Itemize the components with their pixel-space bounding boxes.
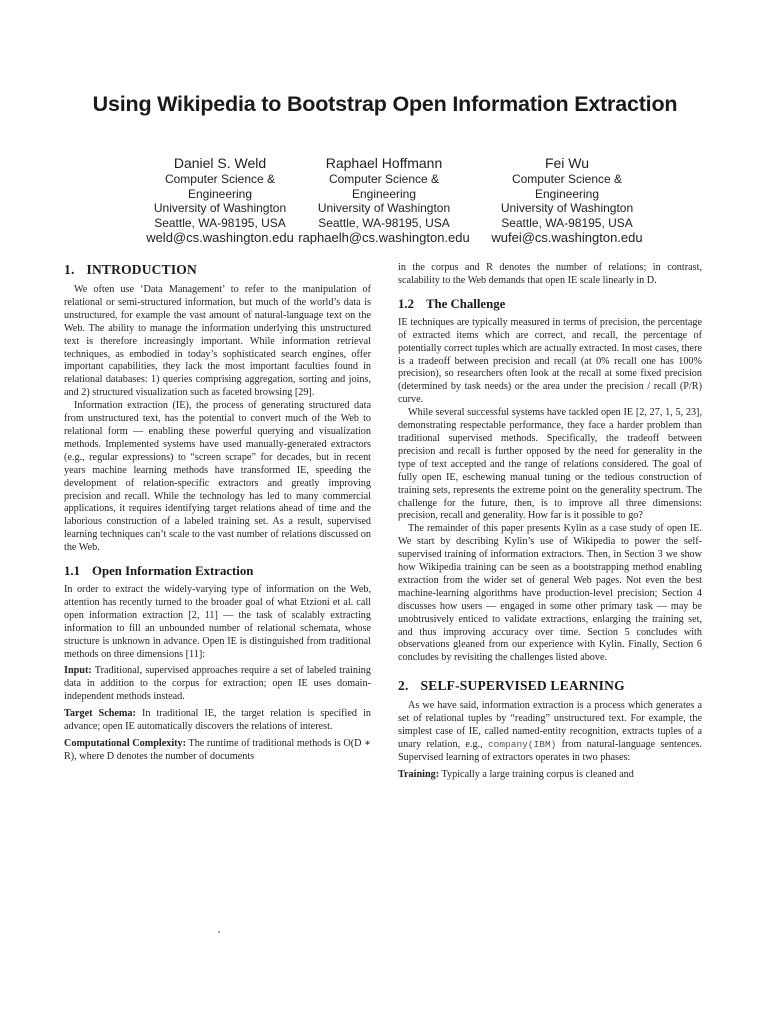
paragraph: The remainder of this paper presents Kylin as a case study of open IE. We start by describing Kylin’s use of Wikipedia to power the self-supervised training of information extractors. Then, in Section 3 we show how Wikipedia training can be seen as a bootstrapping method enabling extraction from the wider set of general Web pages. Not even the best machine-learning algorithms have production-level precision; Section 4 discusses how users — engaged in some other primary task — may be unobtrusively enticed to validate extractions, enlarging the training set, and thus improving accuracy over time. Section 5 concludes with observations gleaned from our experience with Kylin. Finally, Section 6 concludes by revisiting the challenges listed above. bbox=[398, 523, 702, 664]
scan-speck bbox=[218, 931, 220, 933]
paragraph: We often use ‘Data Management’ to refer to the manipulation of relational or semi-structured information, but much of the world’s data is unstructured, for example the vast amount of natural-language text on the Web. The ability to manage the information underlying this unstructured text is therefore increasingly important. While information retrieval techniques, as embodied in today’s sophisticated search engines, offer important capabilities, they lack the most important faculties found in relational databases: 1) queries comprising aggregation, sorting and joins, and 2) structured visualization such as faceted browsing [29]. bbox=[64, 284, 371, 399]
author-dept: Computer Science & bbox=[511, 172, 623, 186]
definition-text: In traditional IE, the target relation is specified in advance; open IE automatically discovers the relations of interest. bbox=[64, 708, 371, 733]
paragraph: IE techniques are typically measured in terms of precision, the percentage of extracted items which are correct, and recall, the percentage of potentially correct tuples which are actually extracted. In most cases, there is a tradeoff between precision and recall (at 0% recall one has 100% precision), so researchers often look at the recall at some fixed precision (determined by task needs) or the area under the precision / recall (P/R) curve. bbox=[398, 316, 702, 406]
author-dept: Computer Science & bbox=[164, 172, 276, 186]
definition-complexity bbox=[64, 738, 371, 764]
section-number: 1. bbox=[64, 262, 75, 277]
author-dept: Computer Science & bbox=[328, 172, 440, 186]
section-number: 1.2 bbox=[398, 296, 414, 311]
left-column bbox=[64, 262, 371, 764]
definition-text: Typically a large training corpus is cleaned and bbox=[441, 768, 634, 780]
section-title: INTRODUCTION bbox=[86, 262, 197, 277]
paragraph-continued: in the corpus and R denotes the number of relations; in contrast, scalability to the Web demands that open IE scale linearly in D. bbox=[398, 262, 702, 286]
definition-text: Traditional, supervised approaches require a set of labeled training data in addition to the corpus for extraction; open IE uses domain-independent methods instead. bbox=[64, 665, 371, 703]
paragraph: While several successful systems have tackled open IE [2, 27, 1, 5, 23], demonstrating respectable performance, they face a harder problem than traditional supervised methods. Specifically, the tradeoff between precision and recall is further opposed by the need for generality in the type of text accepted and the range of relations considered. The goal of fully open IE, eschewing manual tuning or the tedious construction of training sets, represents the extreme point on the generality spectrum. The challenge for the future, then, is to improve all three dimensions: precision, recall and generality. How far is it possible to go? bbox=[398, 407, 702, 522]
author-email: wufei@cs.washington.edu bbox=[491, 230, 643, 245]
section-heading-self-supervised-learning bbox=[398, 678, 702, 694]
subsection-heading-open-ie bbox=[64, 564, 371, 579]
author-email: weld@cs.washington.edu bbox=[146, 230, 294, 245]
author-dept: Engineering bbox=[534, 186, 600, 201]
section-number: 2. bbox=[398, 678, 409, 694]
section-title: Open Information Extraction bbox=[92, 564, 254, 579]
author-university: University of Washington bbox=[500, 201, 634, 215]
paper-title: Using Wikipedia to Bootstrap Open Information Extraction bbox=[92, 92, 678, 116]
author-block bbox=[284, 154, 484, 246]
section-title: SELF-SUPERVISED LEARNING bbox=[420, 678, 625, 694]
author-university: University of Washington bbox=[317, 201, 451, 215]
definition-input bbox=[64, 665, 371, 704]
section-heading-introduction bbox=[64, 262, 371, 278]
definition-label: Input: bbox=[64, 665, 92, 677]
definition-target-schema bbox=[64, 708, 371, 734]
author-name: Fei Wu bbox=[544, 155, 590, 171]
definition-label: Computational Complexity: bbox=[64, 738, 187, 749]
section-number: 1.1 bbox=[64, 564, 80, 579]
paragraph: Information extraction (IE), the process of generating structured data from unstructured text, has the potential to convert much of the Web to relational form — enabling these powerful querying and visualization methods. Implemented systems have used manually-generated extractors (e.g., regular expressions) to “screen scrape” for decades, but in recent years machine learning methods have transformed IE, speeding the development of relation-specific extractors and greatly improving precision and recall. While the technology has led to many commercial applications, it requires identifying target relations ahead of time and the laborious construction of a labeled training set. As a result, supervised learning techniques can’t scale to the vast number of relations discussed on the Web. bbox=[64, 400, 371, 554]
paragraph: In order to extract the widely-varying type of information on the Web, attention has recently turned to the broader goal of what Etzioni et al. call open information extraction [2, 11] — the task of scalably extracting information to fill an unbounded number of relational schemata, whose structure is unknown in advance. Open IE is distinguished from traditional methods on three dimensions [11]: bbox=[64, 584, 371, 660]
text-span: As we have said, information extraction is a process which generates a set of relational tuples by “reading” unstructured text. For example, the simplest case of IE, called named-entity recognition, extracts tuples of a unary relation, e.g., bbox=[398, 700, 702, 750]
definition-label: Training: bbox=[398, 768, 440, 780]
author-block bbox=[467, 154, 667, 246]
author-address: Seattle, WA-98195, USA bbox=[501, 215, 633, 230]
author-dept: Engineering bbox=[351, 186, 417, 201]
definition-training bbox=[398, 769, 702, 782]
author-university: University of Washington bbox=[153, 201, 287, 215]
author-email: raphaelh@cs.washington.edu bbox=[298, 230, 470, 245]
subsection-heading-challenge bbox=[398, 297, 702, 312]
text-span: from natural-language sentences. Supervised learning of extractors operates in two phases: bbox=[398, 739, 703, 763]
author-address: Seattle, WA-98195, USA bbox=[318, 215, 450, 230]
author-name: Daniel S. Weld bbox=[173, 155, 267, 171]
definition-text: The runtime of traditional methods is O(D ∗ R), where D denotes the number of documents bbox=[64, 738, 372, 762]
author-dept: Engineering bbox=[187, 186, 253, 201]
code-span: company(IBM) bbox=[487, 739, 557, 750]
paragraph bbox=[398, 700, 702, 765]
definition-label: Target Schema: bbox=[64, 708, 136, 720]
section-title: The Challenge bbox=[426, 296, 506, 311]
author-address: Seattle, WA-98195, USA bbox=[154, 215, 286, 230]
author-name: Raphael Hoffmann bbox=[325, 155, 443, 171]
right-column bbox=[398, 262, 702, 782]
